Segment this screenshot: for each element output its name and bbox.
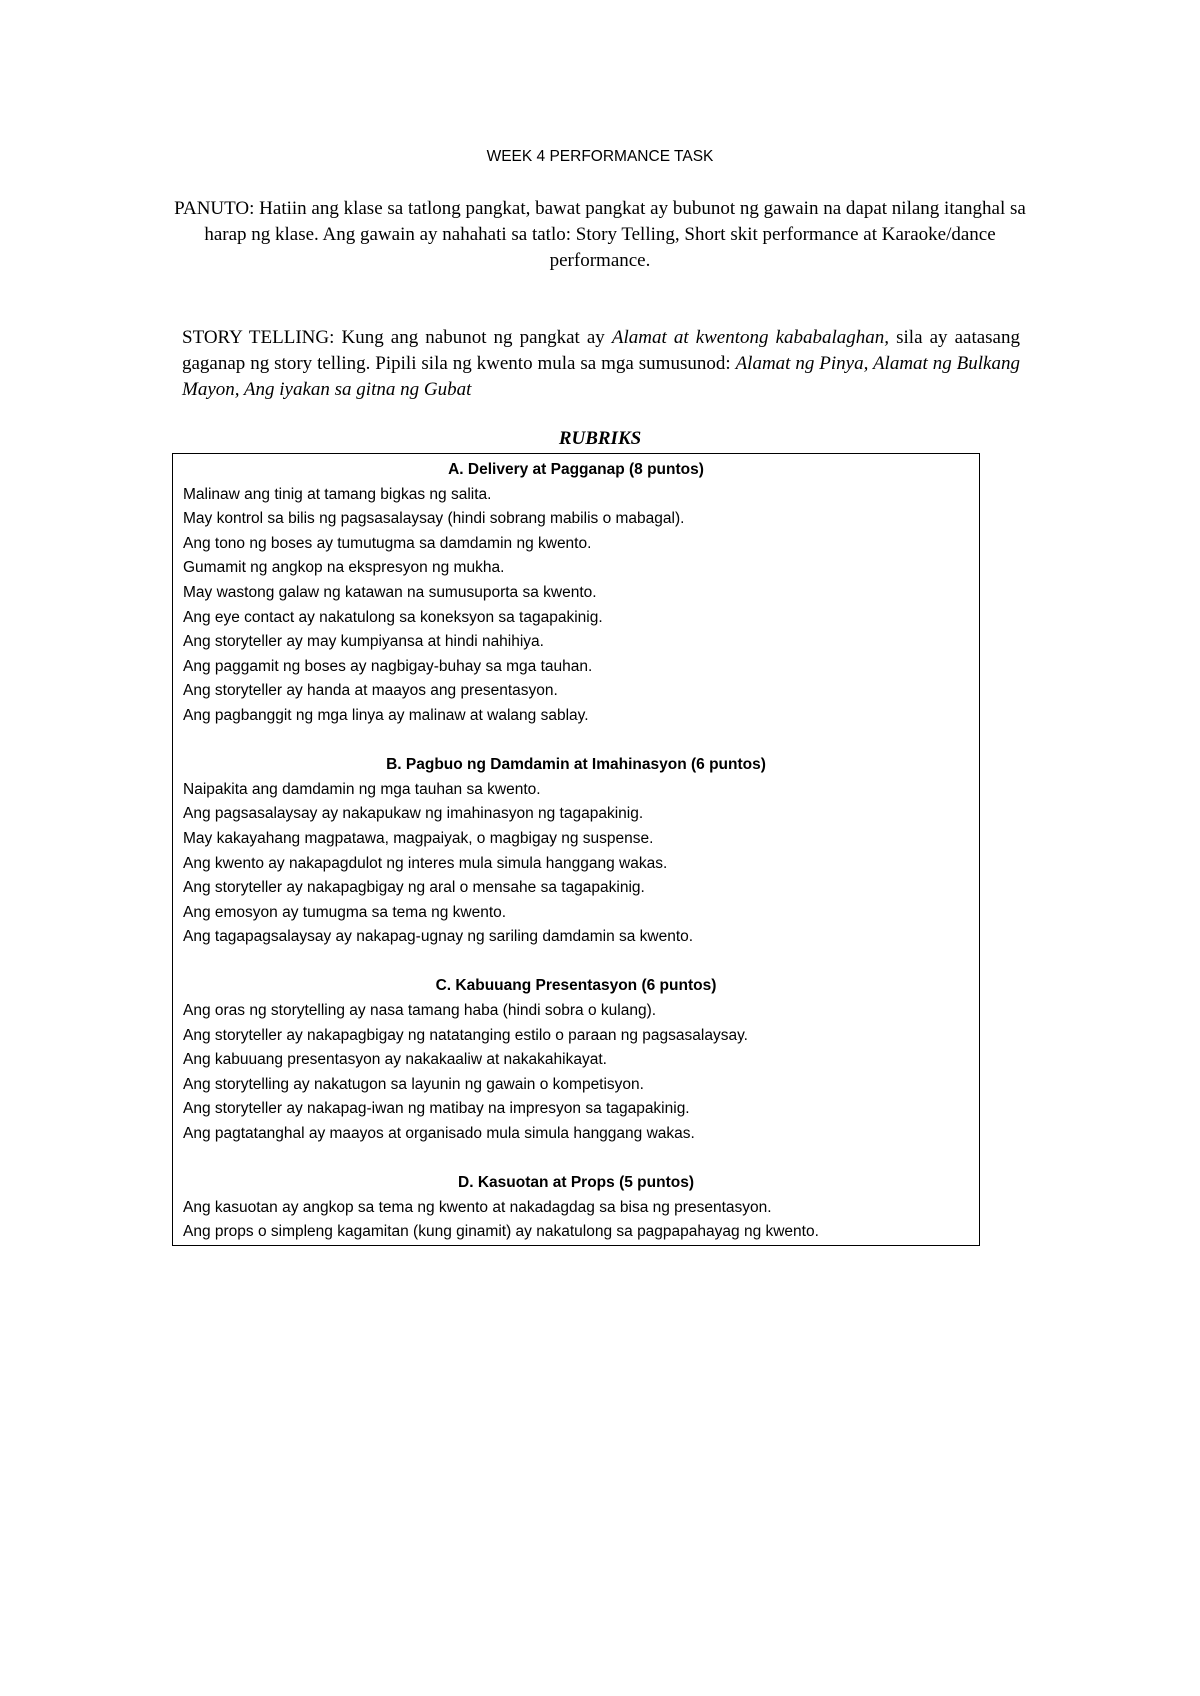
criterion-item: Ang storyteller ay nakapag-iwan ng matibay na impresyon sa tagapakinig. [183, 1100, 690, 1118]
criterion-item: Ang kwento ay nakapagdulot ng interes mula simula hanggang wakas. [183, 854, 668, 872]
rubric-table [172, 453, 980, 1246]
criterion-item: Malinaw ang tinig at tamang bigkas ng salita. [183, 485, 492, 503]
criterion-item: May kakayahang magpatawa, magpaiyak, o magbigay ng suspense. [183, 829, 654, 847]
rubric-section-b [183, 753, 969, 950]
story-telling-choices: Alamat ng Pinya, Alamat ng Bulkang Mayon, Ang iyakan sa gitna ng Gubat [182, 353, 1020, 400]
criterion-item: Ang paggamit ng boses ay nagbigay-buhay sa mga tauhan. [183, 657, 593, 675]
criterion-item: Ang tagapagsalaysay ay nakapag-ugnay ng sariling damdamin sa kwento. [183, 928, 694, 946]
criterion-item: Ang props o simpleng kagamitan (kung ginamit) ay nakatulong sa pagpapahayag ng kwento. [183, 1223, 819, 1241]
section-heading: D. Kasuotan at Props (5 puntos) [458, 1174, 694, 1192]
criterion-item: Ang eye contact ay nakatulong sa koneksyon sa tagapakinig. [183, 608, 603, 626]
criterion-item: Ang kasuotan ay angkop sa tema ng kwento at nakadagdag sa bisa ng presentasyon. [183, 1198, 772, 1216]
rubric-section-a [183, 458, 969, 729]
story-telling-paragraph [182, 325, 1020, 403]
story-telling-category: Alamat at kwentong kababalaghan, [611, 327, 890, 348]
criterion-item: Ang storyteller ay may kumpiyansa at hindi nahihiya. [183, 633, 544, 651]
criterion-item: Ang pagbanggit ng mga linya ay malinaw at walang sablay. [183, 706, 589, 724]
criterion-item: Ang storyteller ay nakapagbigay ng natatanging estilo o paraan ng pagsasalaysay. [183, 1026, 748, 1044]
criterion-item: Ang storyteller ay handa at maayos ang presentasyon. [183, 682, 558, 700]
instructions-paragraph: PANUTO: Hatiin ang klase sa tatlong pangkat, bawat pangkat ay bubunot ng gawain na dapat nilang itanghal sa harap ng klase. Ang gawain ay nahahati sa tatlo: Story Telling, Short skit performance at Karaoke/dance performance. [174, 198, 1026, 271]
criterion-item: May kontrol sa bilis ng pagsasalaysay (hindi sobrang mabilis o mabagal). [183, 510, 685, 528]
story-telling-middle: sila ay aatasang gaganap ng story telling. Pipili sila ng kwento mula sa mga sumusunod: [182, 327, 1020, 374]
criterion-item: Ang emosyon ay tumugma sa tema ng kwento. [183, 903, 507, 921]
section-heading: B. Pagbuo ng Damdamin at Imahinasyon (6 puntos) [386, 756, 766, 774]
criterion-item: Ang storytelling ay nakatugon sa layunin ng gawain o kompetisyon. [183, 1075, 644, 1093]
criterion-item: May wastong galaw ng katawan na sumusuporta sa kwento. [183, 583, 597, 601]
criterion-item: Ang pagsasalaysay ay nakapukaw ng imahinasyon ng tagapakinig. [183, 805, 644, 823]
section-heading: A. Delivery at Pagganap (8 puntos) [448, 461, 704, 478]
criterion-item: Ang storyteller ay nakapagbigay ng aral o mensahe sa tagapakinig. [183, 879, 645, 897]
story-telling-lead: STORY TELLING: Kung ang nabunot ng pangkat ay [182, 327, 612, 348]
criterion-item: Ang kabuuang presentasyon ay nakakaaliw at nakakahikayat. [183, 1051, 607, 1069]
rubric-section-d [183, 1171, 969, 1245]
criterion-item: Naipakita ang damdamin ng mga tauhan sa kwento. [183, 780, 541, 798]
criterion-item: Gumamit ng angkop na ekspresyon ng mukha. [183, 559, 505, 577]
section-heading: C. Kabuuang Presentasyon (6 puntos) [435, 977, 717, 995]
rubriks-title: RUBRIKS [558, 428, 642, 449]
criterion-item: Ang oras ng storytelling ay nasa tamang haba (hindi sobra o kulang). [183, 1002, 657, 1020]
rubric-section-c [183, 974, 969, 1146]
criterion-item: Ang pagtatanghal ay maayos at organisado mula simula hanggang wakas. [183, 1125, 695, 1143]
page-title: WEEK 4 PERFORMANCE TASK [486, 148, 714, 165]
criterion-item: Ang tono ng boses ay tumutugma sa damdamin ng kwento. [183, 534, 592, 552]
